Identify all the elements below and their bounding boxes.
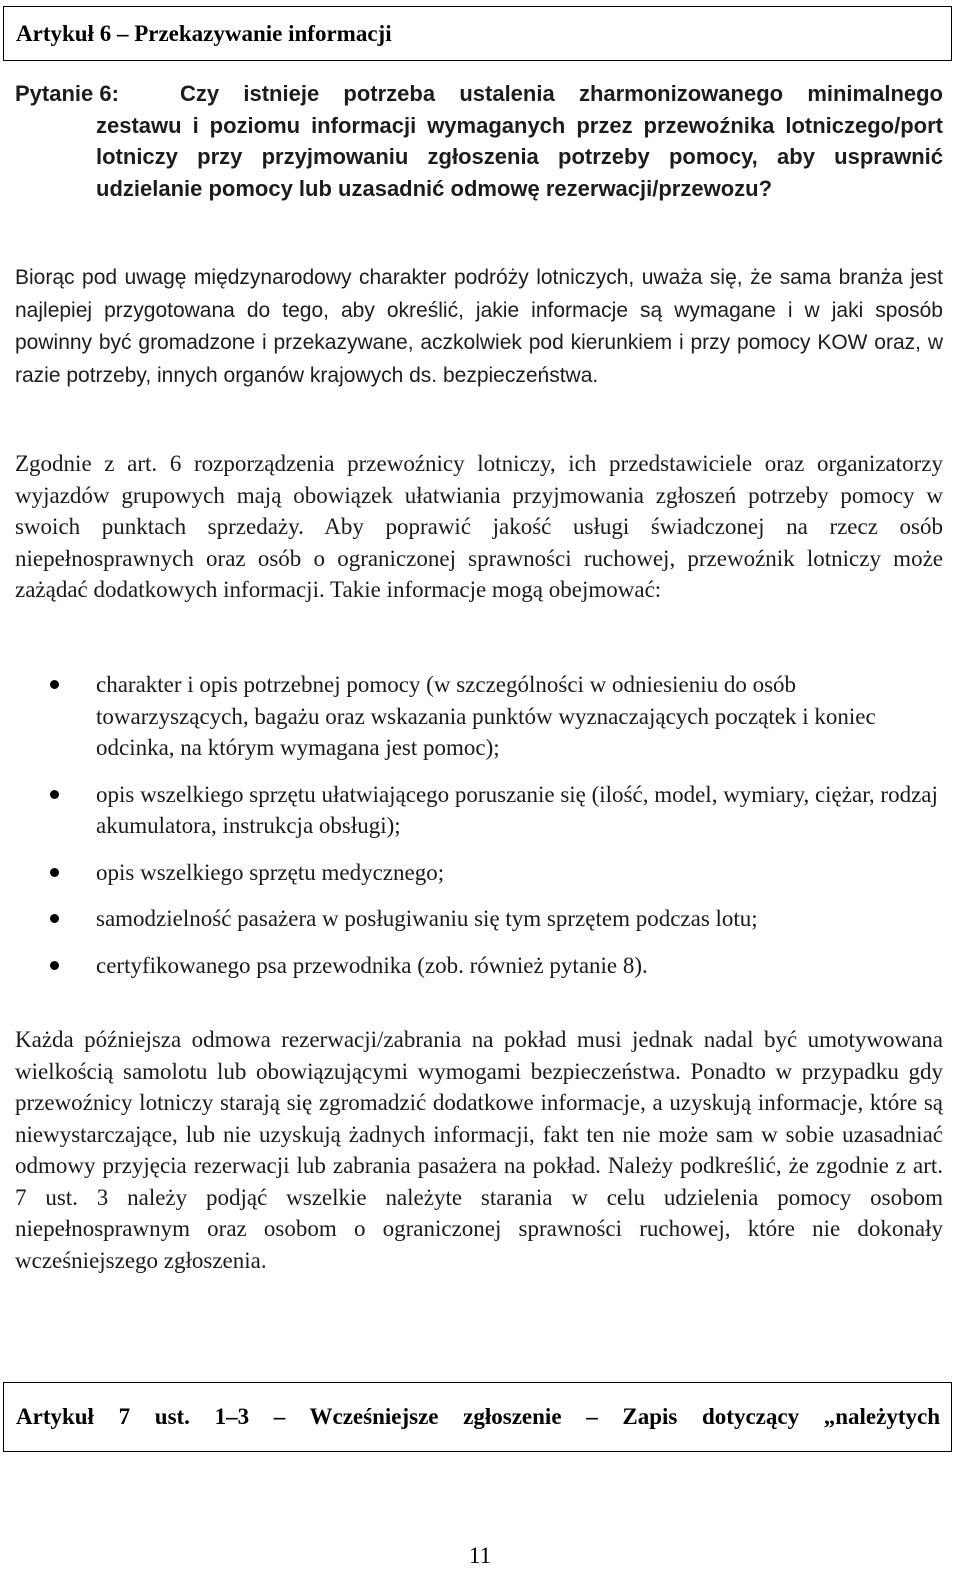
list-item-text: opis wszelkiego sprzętu medycznego; <box>96 859 445 885</box>
bullet-icon <box>50 790 59 799</box>
list-item-text: charakter i opis potrzebnej pomocy (w szczególności w odniesieniu do osób towarzyszących, bagażu oraz wskazania punktów wyznaczających początek i koniec odcinka, na którym wymagana jest pomoc); <box>96 672 876 760</box>
list-item <box>15 950 943 982</box>
information-list <box>15 669 943 981</box>
article-6-heading-box <box>3 6 952 61</box>
page-number: 11 <box>468 1543 492 1568</box>
list-item-text: opis wszelkiego sprzętu ułatwiającego poruszanie się (ilość, model, wymiary, ciężar, rodzaj akumulatora, instrukcja obsługi); <box>96 781 938 838</box>
article-7-heading-box <box>3 1382 952 1452</box>
answer-paragraph-2: Zgodnie z art. 6 rozporządzenia przewoźnicy lotniczy, ich przedstawiciele oraz organizatorzy wyjazdów grupowych mają obowiązek ułatwiania przyjmowania zgłoszeń potrzeby pomocy w swoich punktach sprzedaży. Aby poprawić jakość usługi świadczonej na rzecz osób niepełnosprawnych oraz osób o ograniczonej sprawności ruchowej, przewoźnik lotniczy może zażądać dodatkowych informacji. Takie informacje mogą obejmować: <box>15 451 943 602</box>
article-7-heading: Artykuł 7 ust. 1–3 – Wcześniejsze zgłoszenie – Zapis dotyczący „należytych <box>16 1404 940 1429</box>
list-item <box>15 669 943 764</box>
list-item-text: samodzielność pasażera w posługiwaniu się tym sprzętem podczas lotu; <box>96 906 758 931</box>
bullet-icon <box>50 914 59 923</box>
question-label: Pytanie 6: <box>15 81 119 106</box>
list-item <box>15 903 943 935</box>
question-text: Czy istnieje potrzeba ustalenia zharmonizowanego minimalnego zestawu i poziomu informacji wymaganych przez przewoźnika lotniczego/port lotniczy przy przyjmowaniu zgłoszenia potrzeby pomocy, aby usprawnić udzielanie pomocy lub uzasadnić odmowę rezerwacji/przewozu? <box>96 81 943 201</box>
question-6 <box>15 78 943 204</box>
list-item-text: certyfikowanego psa przewodnika (zob. również pytanie 8). <box>96 952 648 978</box>
bullet-icon <box>50 680 59 689</box>
bullet-icon <box>50 961 59 970</box>
list-item <box>15 857 943 889</box>
answer-paragraph-1: Biorąc pod uwagę międzynarodowy charakter podróży lotniczych, uważa się, że sama branża jest najlepiej przygotowana do tego, aby określić, jakie informacje są wymagane i w jaki sposób powinny być gromadzone i przekazywane, aczkolwiek pod kierunkiem i przy pomocy KOW oraz, w razie potrzeby, innych organów krajowych ds. bezpieczeństwa. <box>15 266 943 387</box>
list-item <box>15 779 943 842</box>
bullet-icon <box>50 868 59 877</box>
article-6-heading: Artykuł 6 – Przekazywanie informacji <box>16 21 392 46</box>
answer-paragraph-3: Każda późniejsza odmowa rezerwacji/zabrania na pokład musi jednak nadal być umotywowana wielkością samolotu lub obowiązującymi wymogami bezpieczeństwa. Ponadto w przypadku gdy przewoźnicy lotniczy starają się zgromadzić dodatkowe informacje, a uzyskują informacje, które są niewystarczające, lub nie uzyskują żadnych informacji, fakt ten nie może sam w sobie uzasadniać odmowy przyjęcia rezerwacji lub zabrania pasażera na pokład. Należy podkreślić, że zgodnie z art. 7 ust. 3 należy podjąć wszelkie należyte starania w celu udzielenia pomocy osobom niepełnosprawnym oraz osobom o ograniczonej sprawności ruchowej, które nie dokonały wcześniejszego zgłoszenia. <box>15 1027 943 1273</box>
